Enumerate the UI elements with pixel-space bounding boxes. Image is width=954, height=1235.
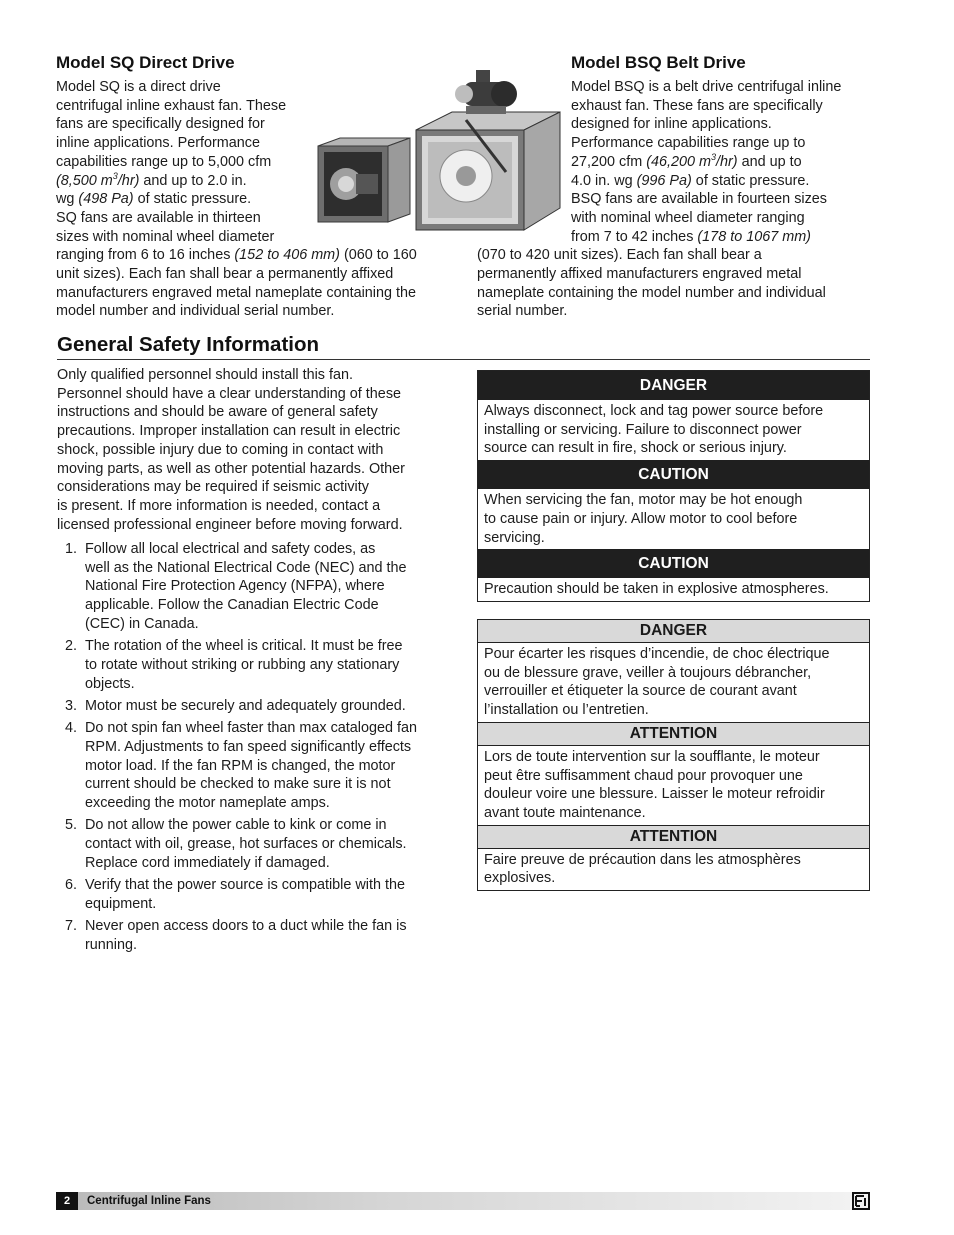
list-number: 1. (65, 541, 78, 557)
list-item (57, 816, 457, 872)
text-line: installing or servicing. Failure to disconnect power (484, 421, 802, 438)
text-line: explosives. (484, 870, 556, 887)
text-line: 27,200 cfm (46,200 $m^3/hr$) and up to (571, 152, 802, 170)
warning-box-french (477, 619, 870, 891)
text-line: well as the National Electrical Code (NEC) and the (85, 559, 407, 576)
text-line: ranging from 6 to 16 inches (152 to 406 mm) (060 to 160 (56, 247, 417, 264)
text-line: equipment. (85, 895, 157, 912)
page-number: 2 (56, 1192, 78, 1210)
list-number: 3. (65, 697, 78, 714)
text-line: to cause pain or injury. Allow motor to cool before (484, 510, 798, 527)
list-item (57, 876, 457, 913)
attention-text-fr (478, 849, 869, 890)
text-line: l’installation ou l’entretien. (484, 702, 649, 719)
text-line: SQ fans are available in thirteen (56, 209, 261, 226)
text-line: wg (498 Pa) of static pressure. (56, 191, 252, 208)
text-line: objects. (85, 675, 135, 692)
section-title: General Safety Information (57, 332, 870, 360)
caution-text (478, 578, 869, 601)
text-line: fans are specifically designed for (56, 116, 265, 133)
text-line: sizes with nominal wheel diameter (56, 228, 275, 245)
footer-title: Centrifugal Inline Fans (87, 1195, 211, 1207)
text-line: instructions and should be aware of general safety (57, 404, 378, 421)
caution-header: CAUTION (478, 549, 869, 578)
text-line: Performance capabilities range up to (571, 135, 806, 152)
text-line: Personnel should have a clear understanding of these (57, 385, 402, 402)
fan-product-photo (316, 60, 562, 238)
bsq-description-bottom (477, 246, 877, 321)
text-line: Only qualified personnel should install this fan. (57, 367, 353, 383)
text-line: applicable. Follow the Canadian Electric Code (85, 597, 379, 614)
text-line: exhaust fan. These fans are specifically (571, 97, 823, 114)
bsq-description-top (571, 78, 871, 246)
list-number: 6. (65, 876, 78, 893)
text-line: National Fire Protection Agency (NFPA), where (85, 578, 385, 595)
list-number: 2. (65, 638, 78, 655)
list-number: 4. (65, 720, 78, 737)
text-line: Lors de toute intervention sur la soufflante, le moteur (484, 748, 820, 765)
attention-header-fr: ATTENTION (478, 722, 869, 746)
text-line: Motor must be securely and adequately grounded. (85, 697, 406, 714)
text-line: precautions. Improper installation can result in electric (57, 423, 401, 440)
text-line: Precaution should be taken in explosive atmospheres. (484, 581, 829, 598)
danger-header: DANGER (478, 371, 869, 400)
text-line: douleur voire une blessure. Laisser le moteur refroidir (484, 786, 825, 803)
text-line: contact with oil, grease, hot surfaces or chemicals. (85, 835, 407, 852)
text-line: Always disconnect, lock and tag power source before (484, 403, 824, 419)
text-line: When servicing the fan, motor may be hot enough (484, 492, 803, 509)
text-line: manufacturers engraved metal nameplate containing the (56, 284, 416, 301)
caution-header: CAUTION (478, 460, 869, 489)
text-line: considerations may be required if seismic activity (57, 479, 369, 496)
text-line: peut être suffisamment chaud pour provoquer une (484, 767, 803, 784)
company-logo-icon (852, 1192, 870, 1210)
text-line: from 7 to 42 inches (178 to 1067 mm) (571, 228, 811, 245)
text-line: Do not spin fan wheel faster than max cataloged fan (85, 720, 417, 737)
text-line: shock, possible injury due to coming in contact with (57, 441, 384, 458)
list-item (57, 719, 457, 813)
danger-text-fr (478, 643, 869, 722)
sq-fan-unit (318, 138, 410, 222)
safety-intro (57, 366, 457, 534)
bsq-title: Model BSQ Belt Drive (571, 53, 746, 72)
text-line: Model BSQ is a belt drive centrifugal inline (571, 79, 842, 95)
text-line: motor load. If the fan RPM is changed, the motor (85, 757, 396, 774)
danger-header-fr: DANGER (478, 620, 869, 643)
text-line: Never open access doors to a duct while the fan is (85, 917, 407, 934)
warning-box-english (477, 370, 870, 602)
text-line: capabilities range up to 5,000 cfm (56, 153, 272, 170)
text-line: 4.0 in. wg (996 Pa) of static pressure. (571, 172, 810, 189)
list-item (57, 697, 457, 716)
list-number: 5. (65, 817, 78, 834)
list-number: 7. (65, 917, 78, 934)
list-item (57, 540, 457, 634)
bsq-fan-unit (416, 70, 560, 230)
text-line: ou de blessure grave, veiller à toujours débrancher, (484, 664, 812, 681)
danger-text (478, 400, 869, 460)
text-line: to rotate without striking or rubbing any stationary (85, 656, 400, 673)
list-item (57, 637, 457, 693)
attention-text-fr (478, 746, 869, 825)
text-line: BSQ fans are available in fourteen sizes (571, 191, 827, 208)
text-line: Faire preuve de précaution dans les atmosphères (484, 851, 801, 868)
text-line: servicing. (484, 529, 545, 546)
text-line: Model SQ is a direct drive (56, 79, 221, 95)
text-line: Pour écarter les risques d’incendie, de choc électrique (484, 646, 830, 662)
safety-list (57, 540, 457, 958)
text-line: running. (85, 936, 138, 953)
text-line: current should be checked to make sure it is not (85, 776, 391, 793)
sq-section (56, 53, 235, 73)
text-line: (CEC) in Canada. (85, 615, 199, 632)
text-line: RPM. Adjustments to fan speed significantly effects (85, 738, 412, 755)
text-line: with nominal wheel diameter ranging (571, 209, 805, 226)
text-line: is present. If more information is needed, contact a (57, 497, 381, 514)
attention-header-fr: ATTENTION (478, 825, 869, 849)
bsq-section (571, 53, 746, 73)
text-line: permanently affixed manufacturers engraved metal (477, 266, 802, 282)
text-line: designed for inline applications. (571, 116, 772, 133)
text-line: avant toute maintenance. (484, 804, 646, 821)
text-line: nameplate containing the model number and individual (477, 284, 826, 301)
text-line: source can result in fire, shock or serious injury. (484, 440, 787, 457)
text-line: The rotation of the wheel is critical. It must be free (85, 638, 403, 655)
text-line: Follow all local electrical and safety codes, as (85, 541, 376, 557)
text-line: exceeding the motor nameplate amps. (85, 794, 330, 811)
text-line: centrifugal inline exhaust fan. These (56, 97, 287, 114)
text-line: model number and individual serial number. (56, 303, 335, 320)
text-line: verrouiller et étiqueter la source de courant avant (484, 683, 797, 700)
caution-text (478, 489, 869, 549)
text-line: inline applications. Performance (56, 135, 260, 152)
sq-title: Model SQ Direct Drive (56, 53, 235, 72)
text-line: unit sizes). Each fan shall bear a permanently affixed (56, 266, 394, 283)
text-line: licensed professional engineer before moving forward. (57, 516, 403, 533)
text-line: (8,500 $m^3/hr$) and up to 2.0 in. (56, 170, 247, 189)
text-line: (070 to 420 unit sizes). Each fan shall bear a (477, 247, 762, 264)
text-line: Verify that the power source is compatible with the (85, 876, 405, 893)
list-item (57, 917, 457, 954)
text-line: serial number. (477, 303, 568, 320)
text-line: moving parts, as well as other potential hazards. Other (57, 460, 405, 477)
text-line: Replace cord immediately if damaged. (85, 854, 330, 871)
text-line: Do not allow the power cable to kink or come in (85, 817, 387, 834)
